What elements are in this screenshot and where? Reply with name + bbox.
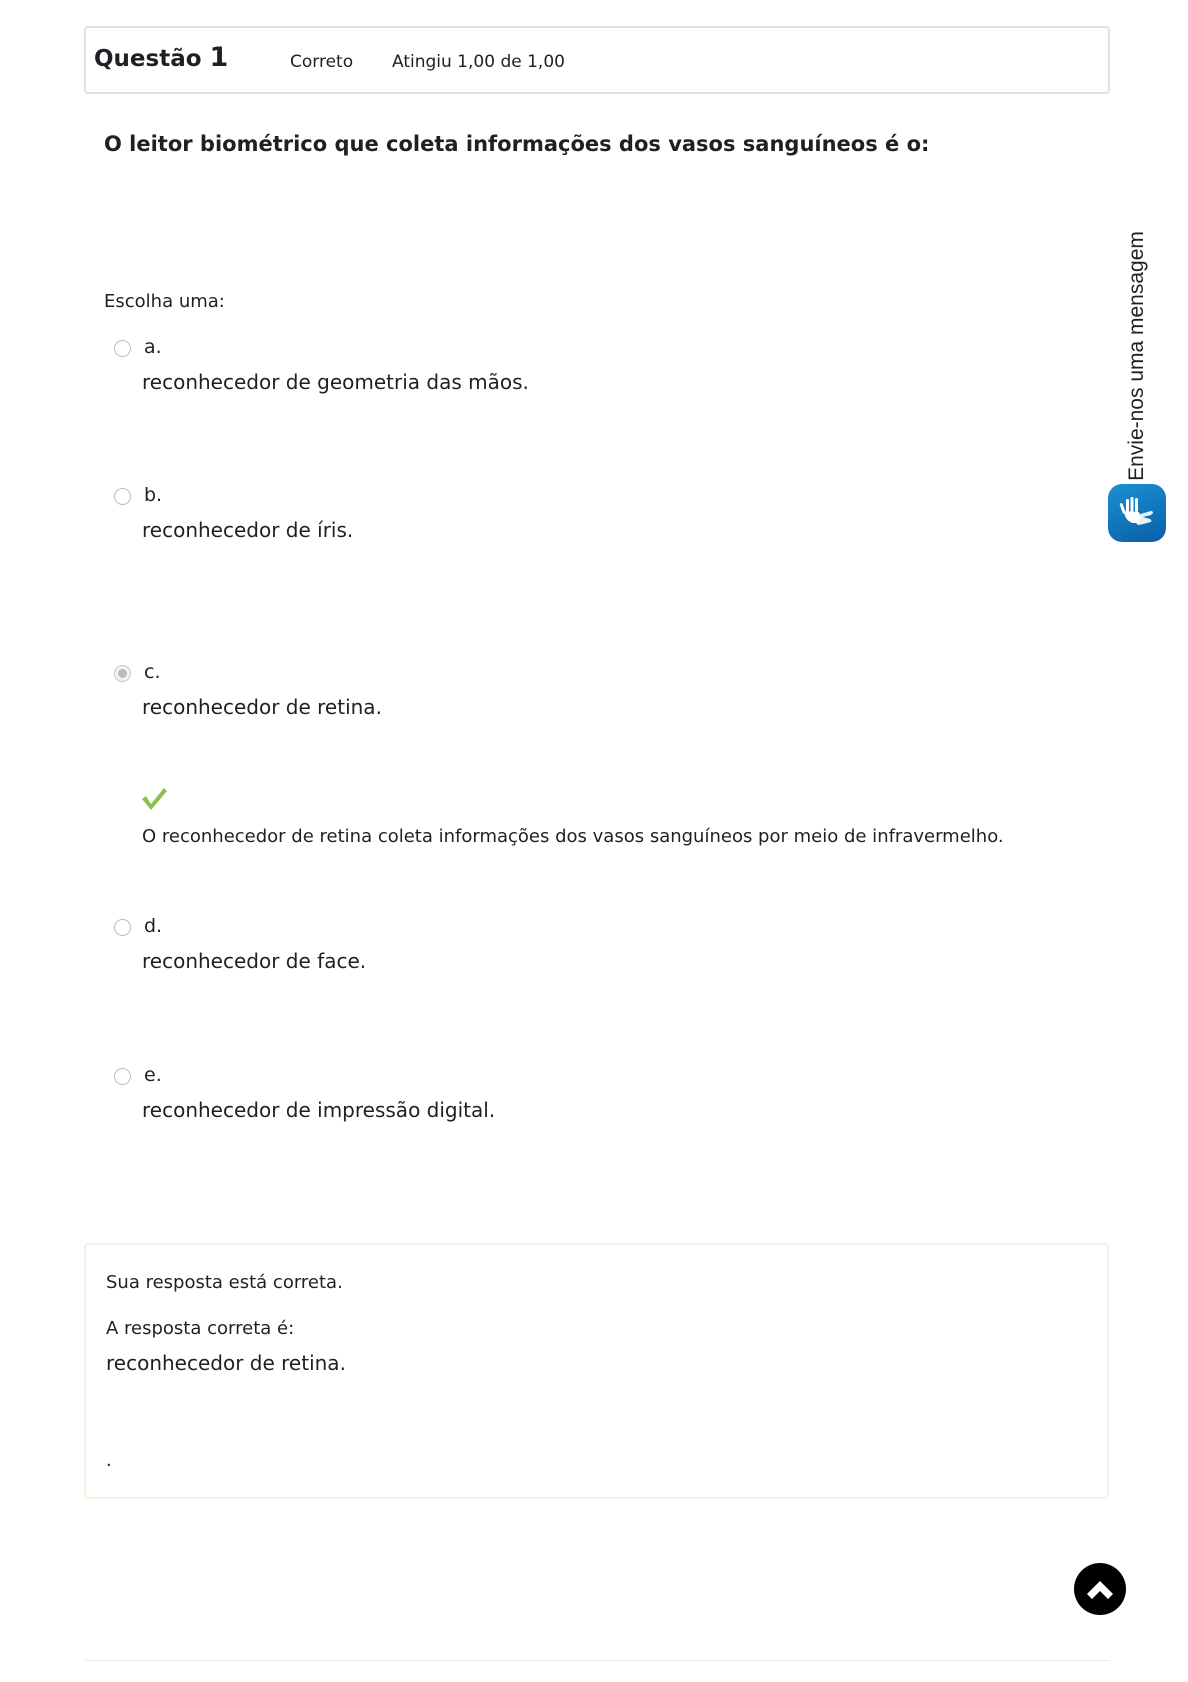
option-e-radio[interactable] xyxy=(114,1068,131,1085)
question-state: Correto xyxy=(290,52,354,72)
option-a-letter: a. xyxy=(144,336,162,358)
option-b-letter: b. xyxy=(144,484,163,506)
option-a-text: reconhecedor de geometria das mãos. xyxy=(142,370,529,394)
back-to-top-button[interactable] xyxy=(1074,1563,1126,1615)
question-label: Questão xyxy=(94,46,202,72)
option-a-radio[interactable] xyxy=(114,340,131,357)
send-message-label: Envie-nos uma mensagem xyxy=(1125,231,1148,481)
option-e-text: reconhecedor de impressão digital. xyxy=(142,1098,496,1122)
check-icon xyxy=(140,786,168,812)
option-feedback: O reconhecedor de retina coleta informações dos vasos sanguíneos por meio de infravermelho. xyxy=(142,826,1004,847)
question-text: O leitor biométrico que coleta informações dos vasos sanguíneos é o: xyxy=(104,132,930,156)
question-title xyxy=(94,42,228,73)
option-c-radio[interactable] xyxy=(114,665,131,682)
outcome-trailing: . xyxy=(106,1450,112,1471)
right-answer-label: A resposta correta é: xyxy=(106,1318,295,1339)
option-e-letter: e. xyxy=(144,1064,162,1086)
question-number: 1 xyxy=(209,42,229,73)
option-b-text: reconhecedor de íris. xyxy=(142,518,354,542)
option-c-letter: c. xyxy=(144,661,161,683)
send-message-tab[interactable] xyxy=(1124,220,1150,492)
outcome-status: Sua resposta está correta. xyxy=(106,1272,343,1293)
option-b-radio[interactable] xyxy=(114,488,131,505)
right-answer: reconhecedor de retina. xyxy=(106,1351,346,1375)
option-d-text: reconhecedor de face. xyxy=(142,949,367,973)
sign-language-icon xyxy=(1117,493,1157,533)
option-d-letter: d. xyxy=(144,915,163,937)
outcome-box xyxy=(84,1243,1109,1499)
option-c-text: reconhecedor de retina. xyxy=(142,695,382,719)
bottom-divider xyxy=(84,1660,1110,1661)
question-grade: Atingiu 1,00 de 1,00 xyxy=(392,52,565,72)
option-d-radio[interactable] xyxy=(114,919,131,936)
chevron-up-icon xyxy=(1084,1573,1116,1605)
question-header xyxy=(84,26,1110,94)
answer-prompt: Escolha uma: xyxy=(104,291,225,312)
accessibility-button[interactable] xyxy=(1108,484,1166,542)
